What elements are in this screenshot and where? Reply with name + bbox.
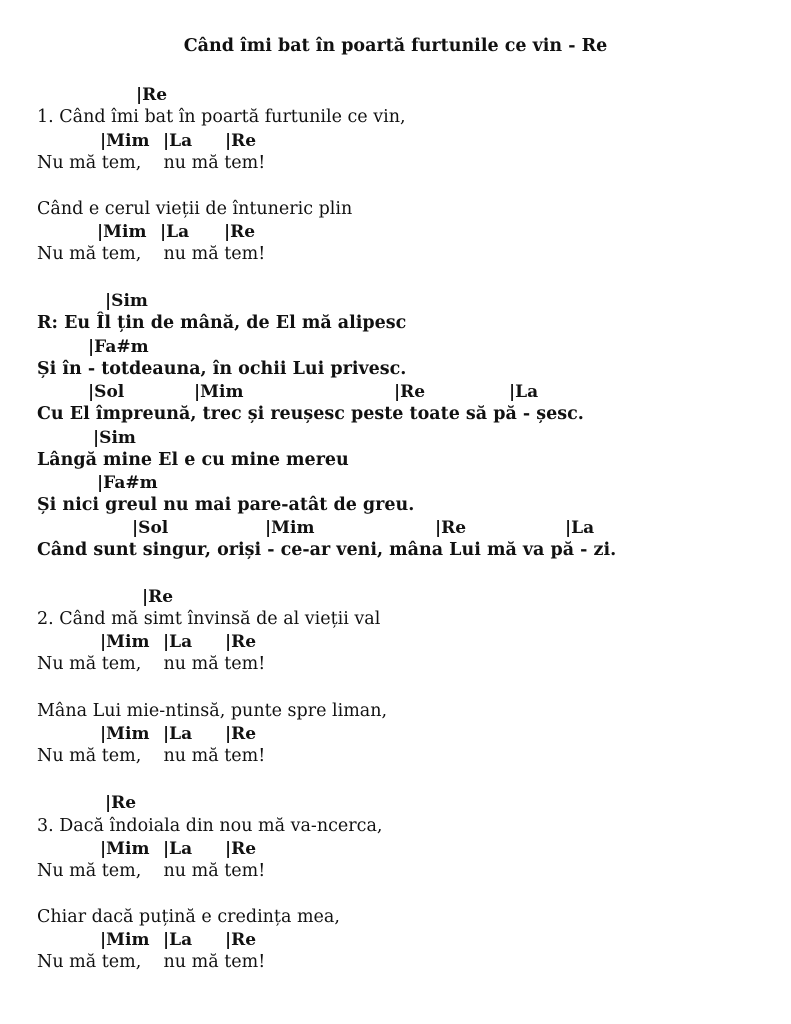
chord-mim: |Mim	[100, 131, 150, 151]
chord-mim: |Mim	[100, 632, 150, 652]
chord-re: |Re	[225, 839, 257, 859]
refrain-line: Lângă mine El e cu mine mereu	[37, 450, 349, 470]
lyric-line: Nu mă tem, nu mă tem!	[37, 153, 266, 173]
chord-re: |Re	[224, 222, 256, 242]
chord-mim: |Mim	[97, 222, 147, 242]
lyric-line: 2. Când mă simt învinsă de al vieții val	[37, 609, 381, 629]
chord-re: |Re	[105, 793, 137, 813]
chord-re: |Re	[435, 518, 467, 538]
chord-re: |Re	[225, 632, 257, 652]
lyric-line: 1. Când îmi bat în poartă furtunile ce vin,	[37, 107, 406, 127]
chord-re: |Re	[394, 382, 426, 402]
chord-mim: |Mim	[265, 518, 315, 538]
chord-re: |Re	[142, 587, 174, 607]
chord-re: |Re	[225, 131, 257, 151]
chord-la: |La	[163, 930, 193, 950]
lyric-line: Nu mă tem, nu mă tem!	[37, 244, 266, 264]
lyric-line: Nu mă tem, nu mă tem!	[37, 861, 266, 881]
chord-sol: |Sol	[132, 518, 169, 538]
lyric-line: Nu mă tem, nu mă tem!	[37, 952, 266, 972]
lyric-line: Nu mă tem, nu mă tem!	[37, 654, 266, 674]
chord-re: |Re	[225, 724, 257, 744]
chord-re: |Re	[136, 85, 168, 105]
chord-la: |La	[163, 839, 193, 859]
chord-fa-diez-m: |Fa#m	[88, 337, 149, 357]
lyric-line: Nu mă tem, nu mă tem!	[37, 746, 266, 766]
lyric-line: 3. Dacă îndoiala din nou mă va-ncerca,	[37, 816, 383, 836]
chord-mim: |Mim	[100, 839, 150, 859]
refrain-line: R: Eu Îl țin de mână, de El mă alipesc	[37, 313, 407, 333]
chord-fa-diez-m: |Fa#m	[97, 473, 158, 493]
lyric-line: Când e cerul vieții de întuneric plin	[37, 199, 353, 219]
chord-mim: |Mim	[100, 930, 150, 950]
chord-re: |Re	[225, 930, 257, 950]
lyric-line: Chiar dacă puțină e credința mea,	[37, 907, 340, 927]
refrain-line: Cu El împreună, trec și reușesc peste toate să pă - șesc.	[37, 404, 584, 424]
chord-la: |La	[163, 632, 193, 652]
lyric-line: Mâna Lui mie-ntinsă, punte spre liman,	[37, 701, 388, 721]
chord-sol: |Sol	[88, 382, 125, 402]
refrain-line: Și nici greul nu mai pare-atât de greu.	[37, 495, 415, 515]
chord-mim: |Mim	[194, 382, 244, 402]
chord-la: |La	[509, 382, 539, 402]
chord-mim: |Mim	[100, 724, 150, 744]
refrain-line: Și în - totdeauna, în ochii Lui privesc.	[37, 359, 407, 379]
chord-la: |La	[163, 724, 193, 744]
chord-la: |La	[160, 222, 190, 242]
song-title: Când îmi bat în poartă furtunile ce vin - Re	[183, 36, 608, 56]
chord-la: |La	[163, 131, 193, 151]
chord-la: |La	[565, 518, 595, 538]
refrain-line: Când sunt singur, oriși - ce-ar veni, mâna Lui mă va pă - zi.	[37, 540, 617, 560]
chord-sim: |Sim	[93, 428, 136, 448]
chord-sim: |Sim	[105, 291, 148, 311]
